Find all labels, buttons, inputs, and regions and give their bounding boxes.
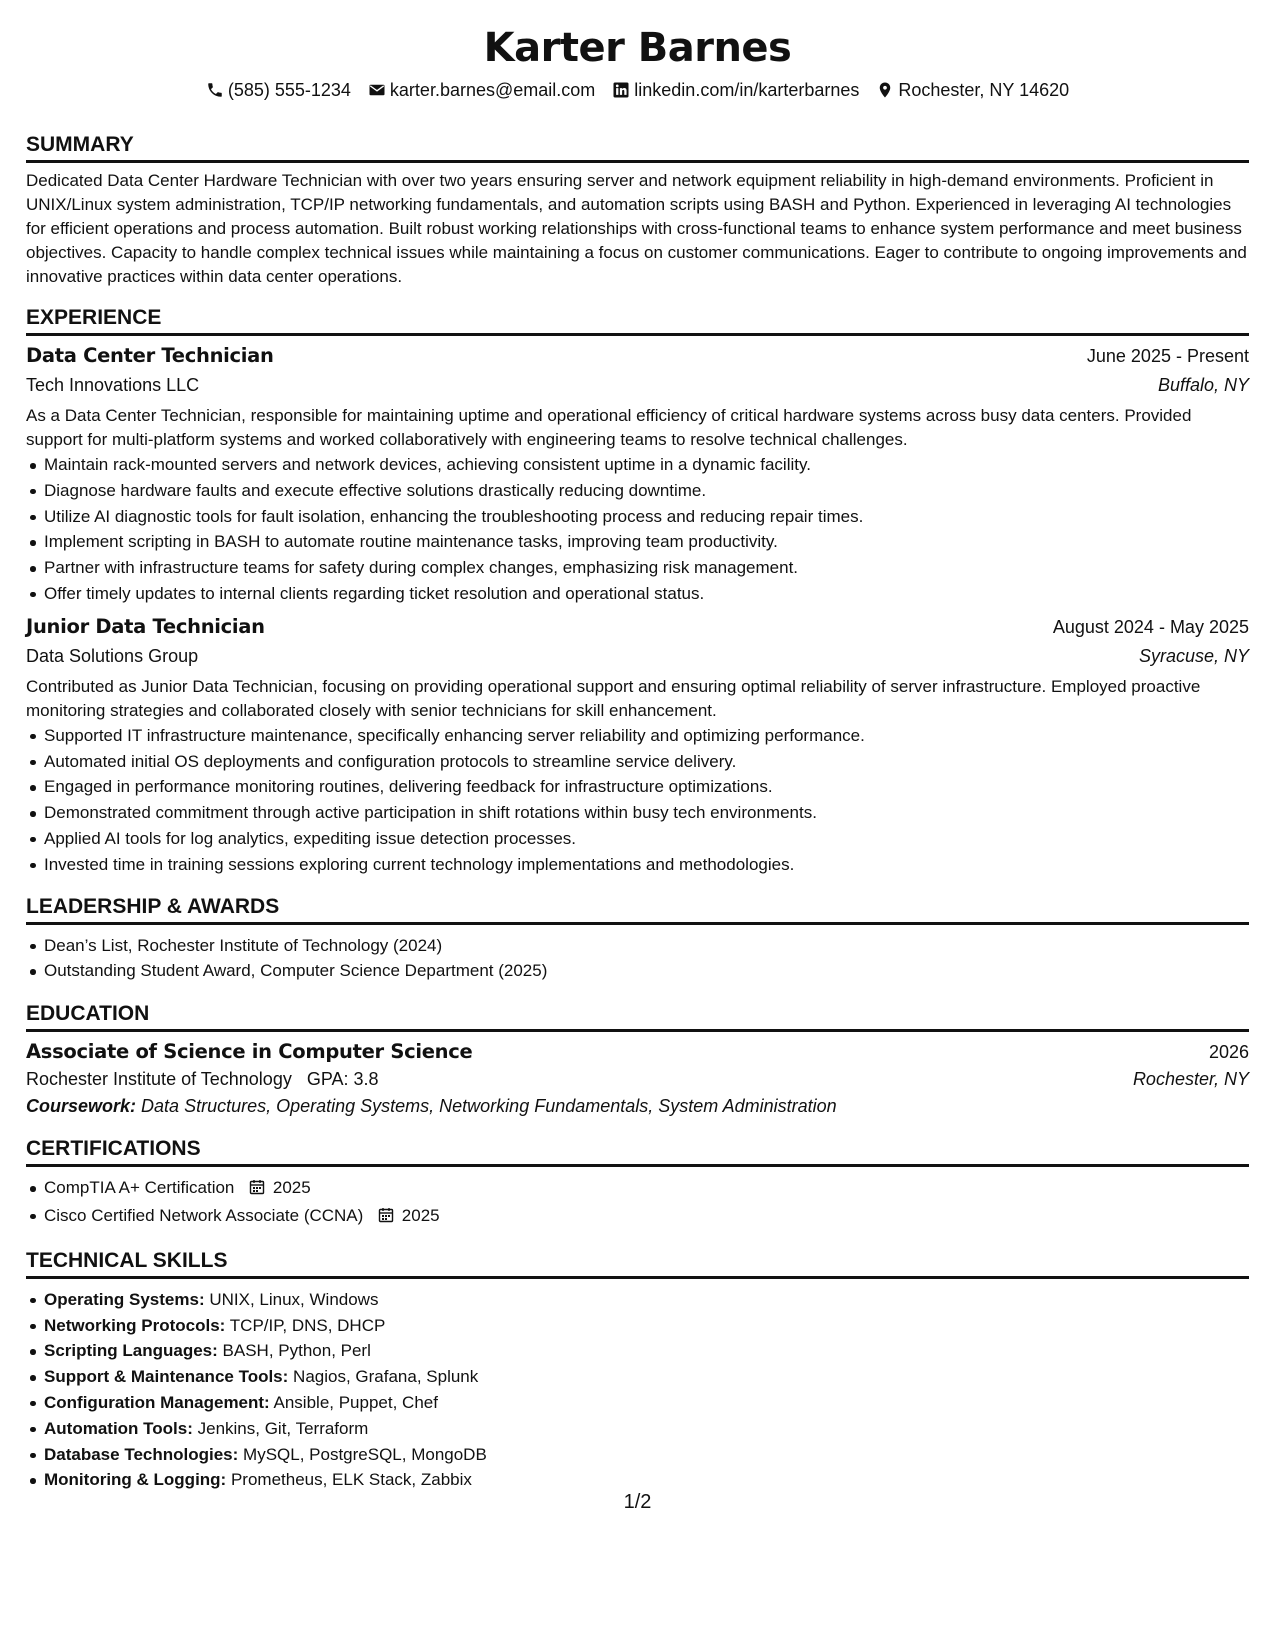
linkedin-icon [612,81,630,99]
skills-section [26,1248,1249,1493]
calendar-icon [378,1205,394,1231]
job-location: Buffalo, NY [1157,375,1249,395]
skill-value: Jenkins, Git, Terraform [197,1418,369,1438]
section-title: SUMMARY [26,132,1249,163]
school-location: Rochester, NY [1132,1069,1249,1090]
section-title: TECHNICAL SKILLS [26,1248,1249,1279]
contact-email[interactable] [368,78,595,102]
job-subheader [26,375,1249,396]
skill-value: Nagios, Grafana, Splunk [293,1367,479,1387]
list-item: Applied AI tools for log analytics, expediting issue detection processes. [26,826,1249,852]
section-title: EXPERIENCE [26,305,1249,336]
phone-icon [206,81,224,99]
skill-label: Automation Tools: [44,1418,193,1438]
job-location: Syracuse, NY [1138,645,1249,666]
list-item [26,1416,1249,1442]
list-item [26,1364,1249,1390]
list-item [26,1442,1249,1468]
contact-phone[interactable] [206,78,351,102]
list-item: Outstanding Student Award, Computer Science Department (2025) [26,958,1249,984]
degree-header [26,1040,1249,1063]
skill-label: Configuration Management: [44,1392,270,1412]
certifications-list [26,1175,1249,1231]
list-item [26,1338,1249,1364]
location-text: Rochester, NY 14620 [898,80,1070,100]
skill-label: Monitoring & Logging: [44,1470,227,1490]
contact-linkedin[interactable] [612,78,859,102]
list-item: Diagnose hardware faults and execute effective solutions drastically reducing downtime. [26,478,1249,504]
company-name: Tech Innovations LLC [26,375,200,395]
coursework-list: Data Structures, Operating Systems, Networking Fundamentals, System Administration [141,1096,837,1117]
skill-value: TCP/IP, DNS, DHCP [229,1315,386,1335]
list-item: Invested time in training sessions exploring current technology implementations and methodologies. [26,852,1249,878]
education-section [26,1001,1249,1117]
map-pin-icon [876,81,894,99]
list-item [26,1203,1249,1231]
contact-bar [26,78,1249,102]
section-title: EDUCATION [26,1001,1249,1032]
job-entry [26,615,1249,878]
list-item: Utilize AI diagnostic tools for fault isolation, enhancing the troubleshooting process and reducing repair times. [26,504,1249,530]
list-item [26,1467,1249,1493]
list-item: Automated initial OS deployments and configuration protocols to streamline service delivery. [26,749,1249,775]
coursework [26,1096,1249,1117]
list-item: Dean’s List, Rochester Institute of Technology (2024) [26,933,1249,959]
job-title: Junior Data Technician [26,614,265,638]
school-name: Rochester Institute of Technology [26,1069,292,1090]
job-dates: June 2025 - Present [1086,346,1249,366]
list-item [26,1313,1249,1339]
certification-year: 2025 [272,1178,311,1198]
coursework-label: Coursework: [26,1096,137,1117]
list-item [26,1287,1249,1313]
job-description: Contributed as Junior Data Technician, focusing on providing operational support and ensuring optimal reliability of server infrastructure. Employed proactive monitoring strategies and collaborated closely with senior technicians for skill enhancement. [26,676,1201,720]
email-text: karter.barnes@email.com [389,80,596,100]
certifications-section [26,1136,1249,1231]
leadership-section [26,894,1249,985]
job-entry [26,344,1249,607]
job-subheader [26,646,1249,667]
job-dates: August 2024 - May 2025 [1052,616,1249,637]
list-item: Implement scripting in BASH to automate routine maintenance tasks, improving team productivity. [26,529,1249,555]
gpa: GPA: 3.8 [306,1069,379,1090]
list-item: Supported IT infrastructure maintenance, specifically enhancing server reliability and optimizing performance. [26,723,1249,749]
graduation-year: 2026 [1208,1042,1249,1063]
summary-section [26,132,1249,289]
job-bullets [26,452,1249,607]
contact-location [876,78,1069,102]
skill-label: Operating Systems: [44,1289,205,1309]
section-title: CERTIFICATIONS [26,1136,1249,1167]
list-item: Maintain rack-mounted servers and network devices, achieving consistent uptime in a dynamic facility. [26,452,1249,478]
linkedin-text: linkedin.com/in/karterbarnes [634,80,860,100]
certification-name: Cisco Certified Network Associate (CCNA) [44,1205,364,1225]
skill-value: MySQL, PostgreSQL, MongoDB [243,1444,487,1464]
experience-section [26,305,1249,878]
skills-list [26,1287,1249,1493]
job-header [26,344,1249,367]
skill-label: Networking Protocols: [44,1315,226,1335]
list-item [26,1390,1249,1416]
skill-label: Scripting Languages: [44,1341,218,1361]
degree-title: Associate of Science in Computer Science [26,1040,473,1064]
skill-value: Ansible, Puppet, Chef [273,1392,438,1412]
skill-value: Prometheus, ELK Stack, Zabbix [230,1470,472,1490]
certification-year: 2025 [401,1205,440,1225]
section-title: LEADERSHIP & AWARDS [26,894,1249,925]
skill-value: UNIX, Linux, Windows [209,1289,379,1309]
calendar-icon [249,1177,265,1203]
job-title: Data Center Technician [26,344,274,367]
skill-value: BASH, Python, Perl [222,1341,371,1361]
list-item: Partner with infrastructure teams for safety during complex changes, emphasizing risk management. [26,555,1249,581]
company-name: Data Solutions Group [26,645,199,666]
candidate-name: Karter Barnes [483,25,792,71]
certification-name: CompTIA A+ Certification [44,1178,235,1198]
list-item [26,1175,1249,1203]
page-number: 1/2 [623,1491,652,1513]
skill-label: Support & Maintenance Tools: [44,1367,289,1387]
summary-text: Dedicated Data Center Hardware Technician with over two years ensuring server and network equipment reliability in high-demand environments. Proficient in UNIX/Linux system administration, TCP/IP networking fundamentals, and automation scripts using BASH and Python. Experienced in leveraging AI technologies for efficient operations and process automation. Built robust working relationships with cross-functional teams to enhance system performance and meet business objectives. Capacity to handle complex technical issues while maintaining a focus on customer communications. Eager to contribute to ongoing improvements and innovative practices within data center operations. [26,171,1247,286]
phone-text: (585) 555-1234 [227,80,351,100]
list-item: Demonstrated commitment through active participation in shift rotations within busy tech environments. [26,800,1249,826]
job-bullets [26,723,1249,878]
school-row [26,1069,1249,1090]
list-item: Engaged in performance monitoring routines, delivering feedback for infrastructure optimizations. [26,774,1249,800]
job-header [26,615,1249,638]
skill-label: Database Technologies: [44,1444,239,1464]
envelope-icon [368,81,386,99]
job-description: As a Data Center Technician, responsible for maintaining uptime and operational efficiency of critical hardware systems across busy data centers. Provided support for multi-platform systems and worked collaboratively with engineering teams to resolve technical challenges. [26,406,1192,449]
list-item: Offer timely updates to internal clients regarding ticket resolution and operational status. [26,581,1249,607]
awards-list [26,933,1249,985]
